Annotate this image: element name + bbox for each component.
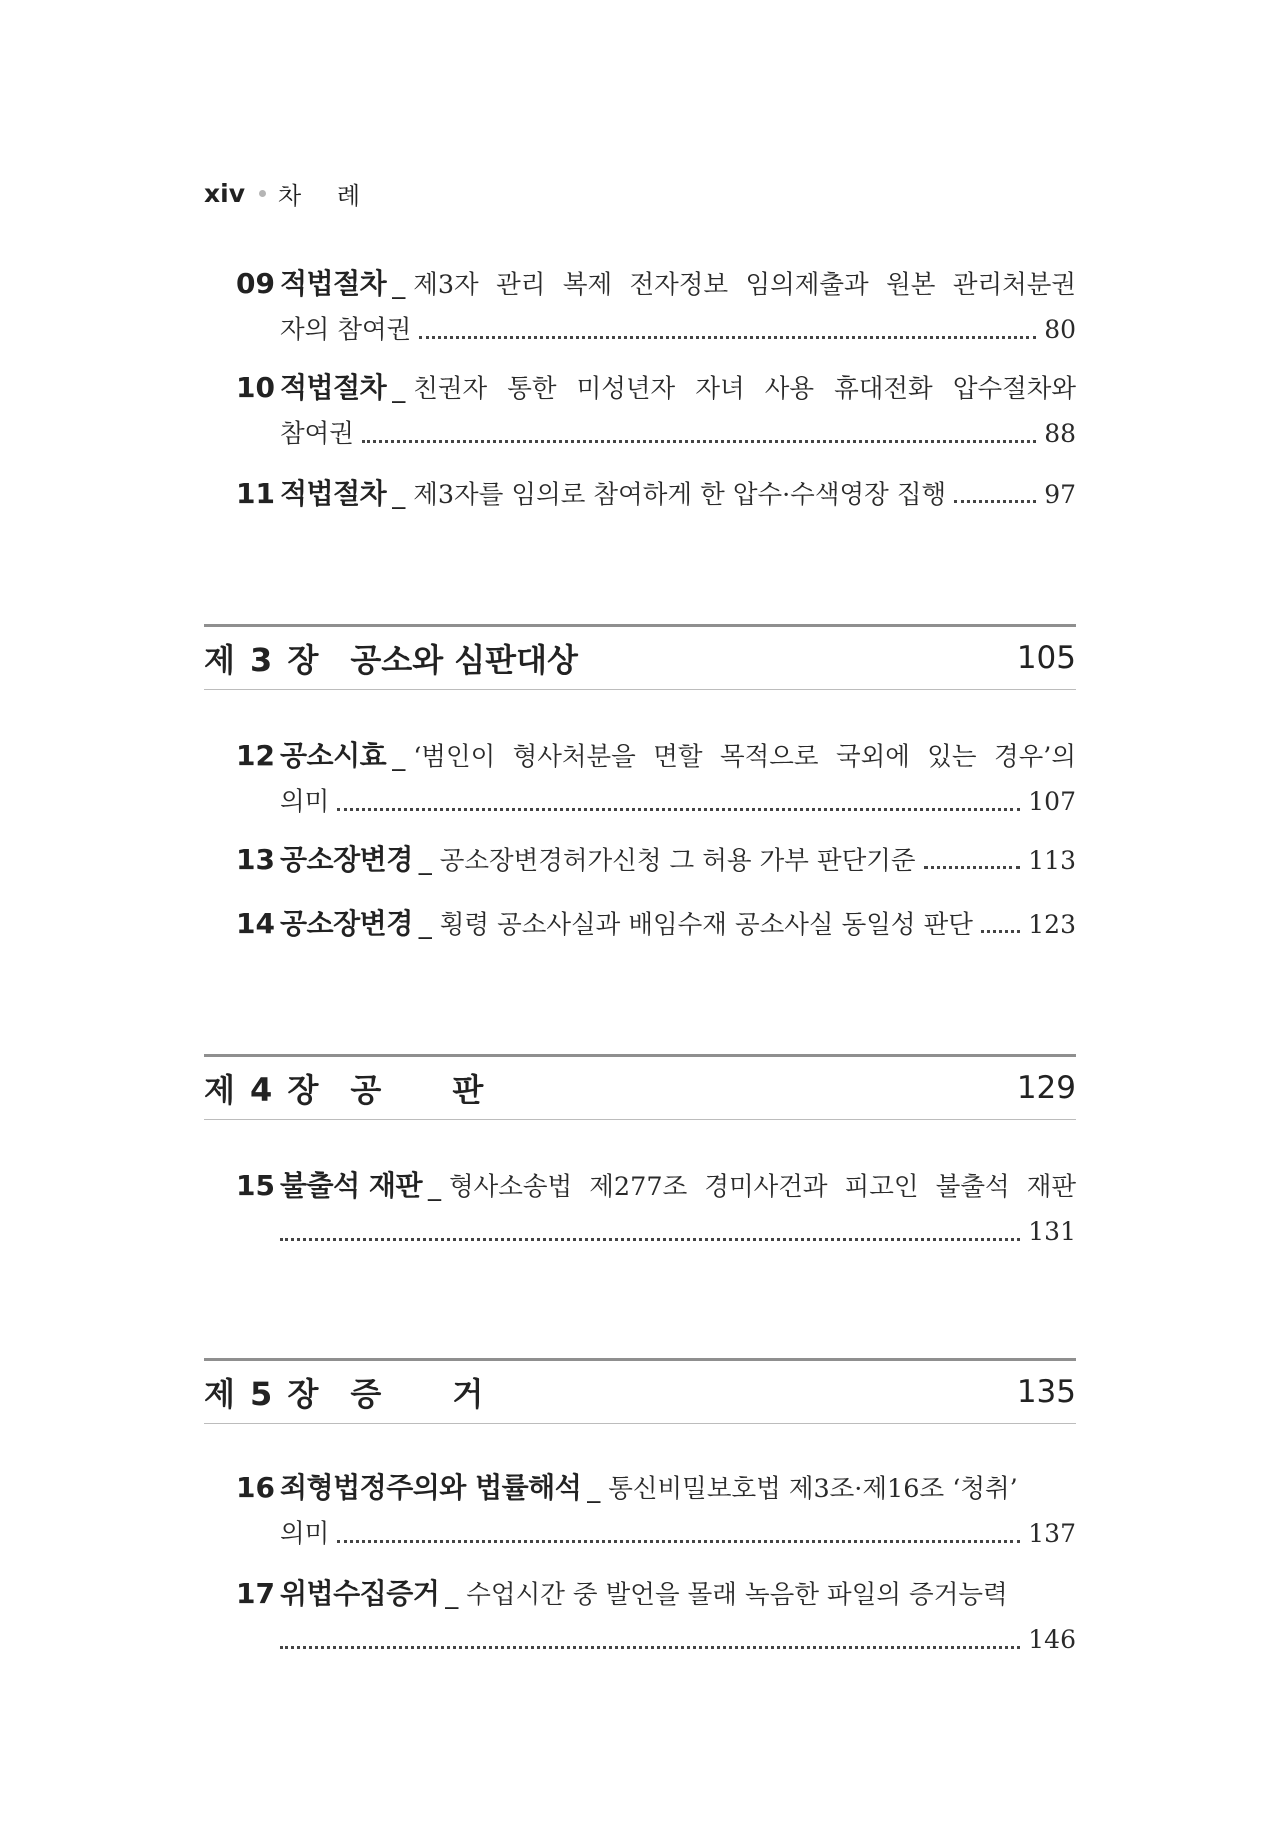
dot-leader xyxy=(280,1238,1020,1241)
entry-separator: _ xyxy=(587,1474,601,1504)
entry-description: 친권자 통한 미성년자 자녀 사용 휴대전화 압수절차와 xyxy=(413,374,1076,404)
dot-leader xyxy=(337,808,1020,811)
entry-page: 146 xyxy=(1028,1625,1076,1654)
toc-entry-09[interactable] xyxy=(236,264,1076,356)
entry-separator: _ xyxy=(392,480,406,510)
entry-number: 13 xyxy=(236,843,275,876)
dot-leader xyxy=(337,1540,1020,1543)
dot-leader xyxy=(981,930,1020,933)
dot-leader xyxy=(954,500,1036,503)
chapter-title: 공소와 심판대상 xyxy=(350,641,578,679)
entry-description: 공소장변경허가신청 그 허용 가부 판단기준 xyxy=(439,846,916,876)
entry-page: 113 xyxy=(1028,846,1076,875)
entry-number: 15 xyxy=(236,1169,275,1202)
entry-description-cont: 자의 참여권 xyxy=(280,315,412,345)
toc-entry-16[interactable] xyxy=(236,1468,1076,1560)
entry-keyword: 적법절차 xyxy=(280,267,387,300)
entry-separator: _ xyxy=(428,1172,441,1202)
entry-description: 제3자를 임의로 참여하게 한 압수·수색영장 집행 xyxy=(413,480,947,510)
entry-number: 12 xyxy=(236,739,275,772)
entry-separator: _ xyxy=(392,270,406,300)
chapter-label: 제 3 장 xyxy=(204,641,321,679)
running-title: 차 례 xyxy=(278,181,374,210)
entry-description: 수업시간 중 발언을 몰래 녹음한 파일의 증거능력 xyxy=(466,1580,1008,1610)
entry-separator: _ xyxy=(392,742,406,772)
entry-number: 11 xyxy=(236,477,275,510)
entry-separator: _ xyxy=(445,1580,459,1610)
entry-number: 10 xyxy=(236,371,275,404)
entry-keyword: 죄형법정주의와 법률해석 xyxy=(280,1471,582,1504)
dot-leader xyxy=(362,440,1036,443)
entry-description-cont: 참여권 xyxy=(280,419,354,449)
page-number: xiv xyxy=(204,178,245,208)
chapter-page: 129 xyxy=(1016,1070,1076,1106)
entry-description: 제3자 관리 복제 전자정보 임의제출과 원본 관리처분권 xyxy=(413,270,1076,300)
chapter-page: 105 xyxy=(1016,640,1076,676)
chapter-title: 공 판 xyxy=(350,1071,514,1109)
entry-page: 131 xyxy=(1028,1217,1076,1246)
entry-separator: _ xyxy=(418,910,432,940)
entry-number: 16 xyxy=(236,1471,275,1504)
chapter-label: 제 5 장 xyxy=(204,1375,321,1413)
dot-leader xyxy=(924,866,1021,869)
chapter-3-heading[interactable] xyxy=(204,624,1076,690)
entry-keyword: 공소장변경 xyxy=(280,843,413,876)
toc-entry-11[interactable] xyxy=(236,474,1076,520)
entry-page: 137 xyxy=(1028,1519,1076,1548)
entry-page: 97 xyxy=(1044,480,1076,509)
entry-number: 09 xyxy=(236,267,275,300)
entry-separator: _ xyxy=(418,846,432,876)
entry-keyword: 적법절차 xyxy=(280,477,387,510)
chapter-5-heading[interactable] xyxy=(204,1358,1076,1424)
dot-leader xyxy=(419,336,1036,339)
chapter-page: 135 xyxy=(1016,1374,1076,1410)
entry-page: 80 xyxy=(1044,315,1076,344)
entry-description: ‘범인이 형사처분을 면할 목적으로 국외에 있는 경우’의 xyxy=(413,742,1076,772)
chapter-4-heading[interactable] xyxy=(204,1054,1076,1120)
entry-description: 횡령 공소사실과 배임수재 공소사실 동일성 판단 xyxy=(439,910,973,940)
toc-entry-13[interactable] xyxy=(236,840,1076,886)
toc-entry-12[interactable] xyxy=(236,736,1076,828)
toc-entry-17[interactable] xyxy=(236,1574,1076,1666)
entry-keyword: 공소장변경 xyxy=(280,907,413,940)
toc-entry-10[interactable] xyxy=(236,368,1076,460)
toc-entry-15[interactable] xyxy=(236,1166,1076,1258)
bullet-dot-icon xyxy=(259,190,266,197)
entry-description: 형사소송법 제277조 경미사건과 피고인 불출석 재판 xyxy=(449,1172,1076,1202)
entry-separator: _ xyxy=(392,374,406,404)
chapter-label: 제 4 장 xyxy=(204,1071,321,1109)
entry-number: 17 xyxy=(236,1577,275,1610)
entry-keyword: 불출석 재판 xyxy=(280,1169,422,1202)
entry-page: 88 xyxy=(1044,419,1076,448)
entry-description-cont: 의미 xyxy=(280,1519,330,1549)
entry-page: 107 xyxy=(1028,787,1076,816)
entry-description-cont: 의미 xyxy=(280,787,330,817)
entry-description: 통신비밀보호법 제3조·제16조 ‘청취’ xyxy=(608,1474,1018,1504)
running-head xyxy=(204,176,374,210)
toc-entry-14[interactable] xyxy=(236,904,1076,950)
entry-keyword: 공소시효 xyxy=(280,739,387,772)
entry-keyword: 위법수집증거 xyxy=(280,1577,440,1610)
chapter-title: 증 거 xyxy=(350,1375,514,1413)
entry-number: 14 xyxy=(236,907,275,940)
entry-page: 123 xyxy=(1028,910,1076,939)
entry-keyword: 적법절차 xyxy=(280,371,387,404)
dot-leader xyxy=(280,1646,1020,1649)
